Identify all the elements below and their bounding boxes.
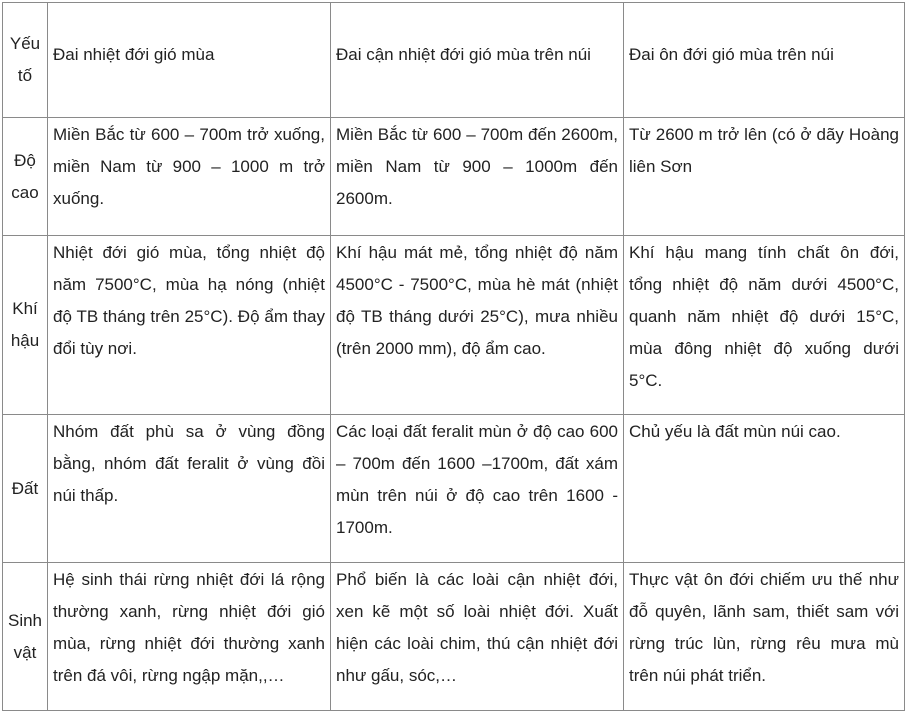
comparison-table [2, 2, 905, 711]
table-row-soil [3, 415, 905, 563]
table-row-climate [3, 236, 905, 415]
cell-climate-tropical: Nhiệt đới gió mùa, tổng nhiệt độ năm 7500°C, mùa hạ nóng (nhiệt độ TB tháng trên 25°C). Độ ẩm thay đổi tùy nơi. [48, 236, 331, 415]
cell-climate-temperate: Khí hậu mang tính chất ôn đới, tổng nhiệt độ năm dưới 4500°C, quanh năm nhiệt độ dưới 15°C, mùa đông nhiệt độ xuống dưới 5°C. [624, 236, 905, 415]
row-label-biota: Sinh vật [3, 563, 48, 711]
header-tropical-belt: Đai nhiệt đới gió mùa [48, 3, 331, 118]
cell-soil-temperate: Chủ yếu là đất mùn núi cao. [624, 415, 905, 563]
cell-climate-subtropical: Khí hậu mát mẻ, tổng nhiệt độ năm 4500°C - 7500°C, mùa hè mát (nhiệt độ TB tháng dưới 25°C), mưa nhiều (trên 2000 mm), độ ẩm cao. [331, 236, 624, 415]
cell-biota-temperate: Thực vật ôn đới chiếm ưu thế như đỗ quyên, lãnh sam, thiết sam với rừng trúc lùn, rừng rêu mưa mù trên núi phát triển. [624, 563, 905, 711]
cell-soil-subtropical: Các loại đất feralit mùn ở độ cao 600 – 700m đến 1600 –1700m, đất xám mùn trên núi ở độ cao trên 1600 - 1700m. [331, 415, 624, 563]
header-factor: Yếu tố [3, 3, 48, 118]
row-label-altitude: Độ cao [3, 118, 48, 236]
row-label-soil: Đất [3, 415, 48, 563]
cell-biota-subtropical: Phổ biến là các loài cận nhiệt đới, xen kẽ một số loài nhiệt đới. Xuất hiện các loài chim, thú cận nhiệt đới như gấu, sóc,… [331, 563, 624, 711]
cell-soil-tropical: Nhóm đất phù sa ở vùng đồng bằng, nhóm đất feralit ở vùng đồi núi thấp. [48, 415, 331, 563]
cell-altitude-temperate: Từ 2600 m trở lên (có ở dãy Hoàng liên Sơn [624, 118, 905, 236]
table-header-row [3, 3, 905, 118]
cell-altitude-subtropical: Miền Bắc từ 600 – 700m đến 2600m, miền Nam từ 900 – 1000m đến 2600m. [331, 118, 624, 236]
row-label-climate: Khí hậu [3, 236, 48, 415]
table-row-altitude [3, 118, 905, 236]
cell-altitude-tropical: Miền Bắc từ 600 – 700m trở xuống, miền Nam từ 900 – 1000 m trở xuống. [48, 118, 331, 236]
header-subtropical-belt: Đai cận nhiệt đới gió mùa trên núi [331, 3, 624, 118]
table-row-biota [3, 563, 905, 711]
cell-biota-tropical: Hệ sinh thái rừng nhiệt đới lá rộng thường xanh, rừng nhiệt đới gió mùa, rừng nhiệt đới thường xanh trên đá vôi, rừng ngập mặn,,… [48, 563, 331, 711]
header-temperate-belt: Đai ôn đới gió mùa trên núi [624, 3, 905, 118]
